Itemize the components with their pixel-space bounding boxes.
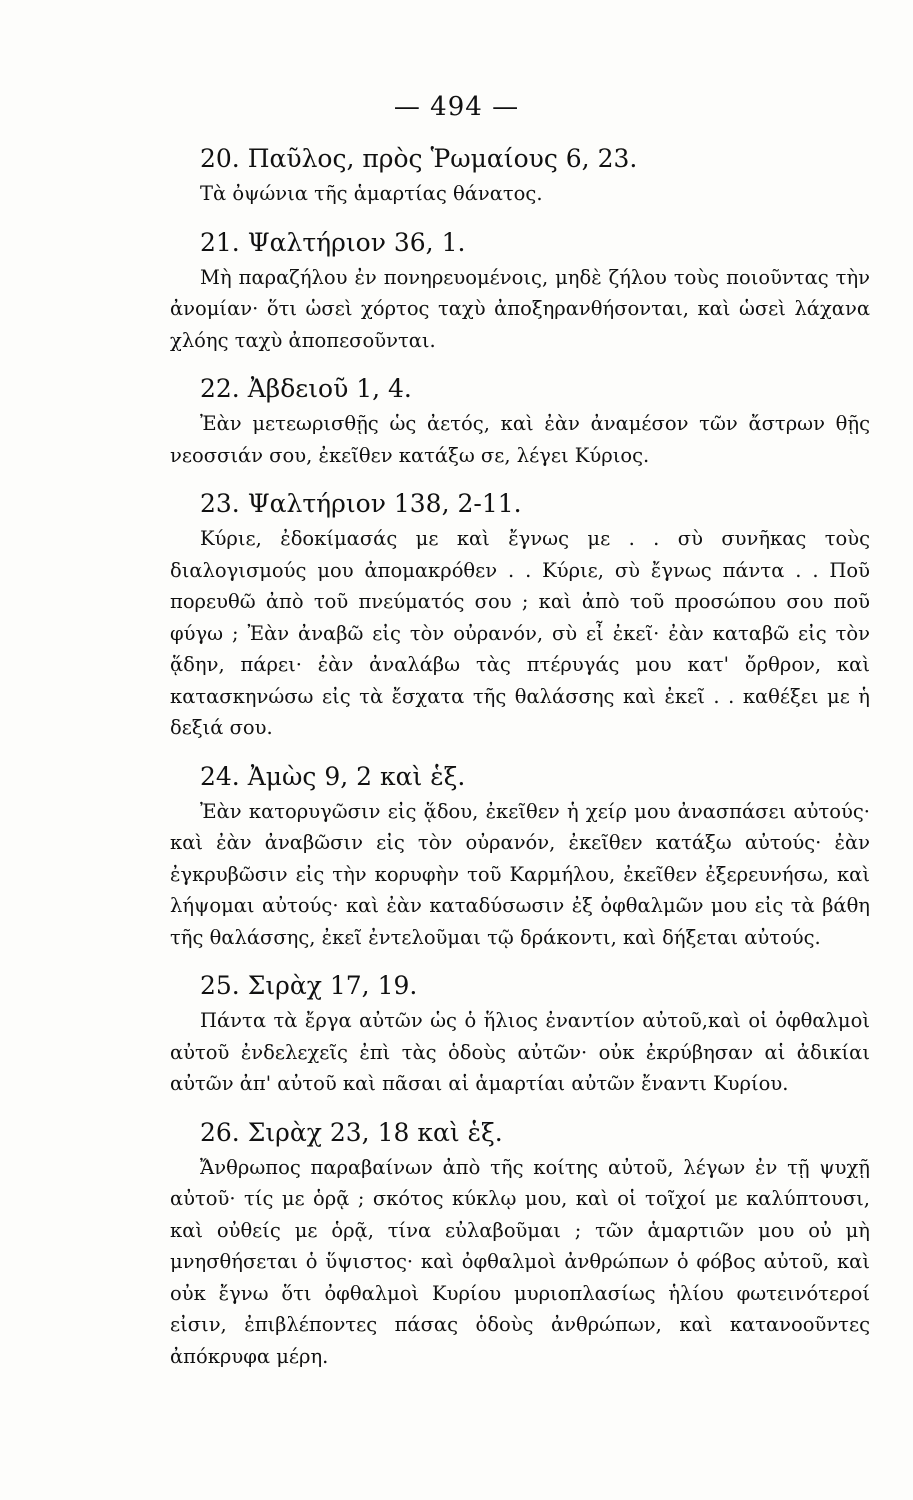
entry-text: Κύριε, ἐδοκίμασάς με καὶ ἔγνως με . . σὺ συνῆκας τοὺς διαλογισμούς μου ἀπομακρόθεν . . Κύριε, σὺ ἔγνως πάντα . . Ποῦ πορευθῶ ἀπὸ τοῦ πνεύματός σου ; καὶ ἀπὸ τοῦ προσώπου σου ποῦ φύγω ; Ἐὰν ἀναβῶ εἰς τὸν οὐρανόν, σὺ εἶ ἐκεῖ· ἐὰν καταβῶ εἰς τὸν ᾅδην, πάρει· ἐὰν ἀναλάβω τὰς πτέρυγάς μου κατ' ὄρθρον, καὶ κατασκηνώσω εἰς τὰ ἔσχατα τῆς θαλάσσης καὶ ἐκεῖ . . καθέξει με ἡ δεξιά σου. bbox=[170, 527, 870, 739]
entry-text: Ἄνθρωπος παραβαίνων ἀπὸ τῆς κοίτης αὐτοῦ, λέγων ἐν τῇ ψυχῇ αὐτοῦ· τίς με ὁρᾷ ; σκότος κύκλῳ μου, καὶ οἱ τοῖχοί με καλύπτουσι, καὶ οὐθείς με ὁρᾷ, τίνα εὐλαβοῦμαι ; τῶν ἁμαρτιῶν μου οὐ μὴ μνησθήσεται ὁ ὕψιστος· καὶ ὀφθαλμοὶ ἀνθρώπων ὁ φόβος αὐτοῦ, καὶ οὐκ ἔγνω ὅτι ὀφθαλμοὶ Κυρίου μυριοπλασίως ἡλίου φωτεινότεροί εἰσιν, ἐπιβλέποντες πάσας ὁδοὺς ἀνθρώπων, καὶ κατανοοῦντες ἀπόκρυφα μέρη. bbox=[170, 1155, 870, 1368]
page-content bbox=[170, 140, 870, 1386]
entry-title: 20. Παῦλος, πρὸς Ῥωμαίους 6, 23. bbox=[200, 144, 638, 173]
entry-22 bbox=[170, 370, 870, 471]
entry-title: 26. Σιρὰχ 23, 18 καὶ ἑξ. bbox=[200, 1117, 503, 1147]
entry-20 bbox=[170, 140, 870, 210]
entry-text: Μὴ παραζήλου ἐν πονηρευομένοις, μηδὲ ζήλου τοὺς ποιοῦντας τὴν ἀνομίαν· ὅτι ὡσεὶ χόρτος ταχὺ ἀποξηρανθήσονται, καὶ ὡσεὶ λάχανα χλόης ταχὺ ἀποπεσοῦνται. bbox=[170, 265, 870, 352]
entry-title: 25. Σιρὰχ 17, 19. bbox=[200, 971, 418, 1000]
entry-text: Ἐὰν μετεωρισθῇς ὡς ἀετός, καὶ ἐὰν ἀναμέσον τῶν ἄστρων θῇς νεοσσιάν σου, ἐκεῖθεν κατάξω σε, λέγει Κύριος. bbox=[170, 412, 870, 467]
entry-23 bbox=[170, 485, 870, 744]
entry-21 bbox=[170, 224, 870, 357]
page-number: — 494 — bbox=[393, 92, 520, 122]
entry-24 bbox=[170, 758, 870, 954]
entry-text: Πάντα τὰ ἔργα αὐτῶν ὡς ὁ ἥλιος ἐναντίον αὐτοῦ,καὶ οἱ ὀφθαλμοὶ αὐτοῦ ἐνδελεχεῖς ἐπὶ τὰς ὁδοὺς αὐτῶν· οὐκ ἐκρύβησαν αἱ ἀδικίαι αὐτῶν ἀπ' αὐτοῦ καὶ πᾶσαι αἱ ἁμαρτίαι αὐτῶν ἔναντι Κυρίου. bbox=[170, 1009, 870, 1095]
entry-title: 22. Ἀβδειοῦ 1, 4. bbox=[200, 374, 412, 403]
entry-text: Ἐὰν κατορυγῶσιν εἰς ᾅδου, ἐκεῖθεν ἡ χείρ μου ἀνασπάσει αὐτούς· καὶ ἐὰν ἀναβῶσιν εἰς τὸν οὐρανόν, ἐκεῖθεν κατάξω αὐτούς· ἐὰν ἐγκρυβῶσιν εἰς τὴν κορυφὴν τοῦ Καρμήλου, ἐκεῖθεν ἐξερευνήσω, καὶ λήψομαι αὐτούς· καὶ ἐὰν καταδύσωσιν ἐξ ὀφθαλμῶν μου εἰς τὰ βάθη τῆς θαλάσσης, ἐκεῖ ἐντελοῦμαι τῷ δράκοντι, καὶ δήξεται αὐτούς. bbox=[170, 799, 870, 949]
entry-text: Τὰ ὀψώνια τῆς ἁμαρτίας θάνατος. bbox=[200, 182, 543, 205]
entry-title: 23. Ψαλτήριον 138, 2-11. bbox=[200, 489, 522, 518]
entry-25 bbox=[170, 967, 870, 1100]
entry-26 bbox=[170, 1114, 870, 1373]
entry-title: 24. Ἀμὼς 9, 2 καὶ ἑξ. bbox=[200, 761, 466, 791]
entry-title: 21. Ψαλτήριον 36, 1. bbox=[200, 227, 466, 257]
